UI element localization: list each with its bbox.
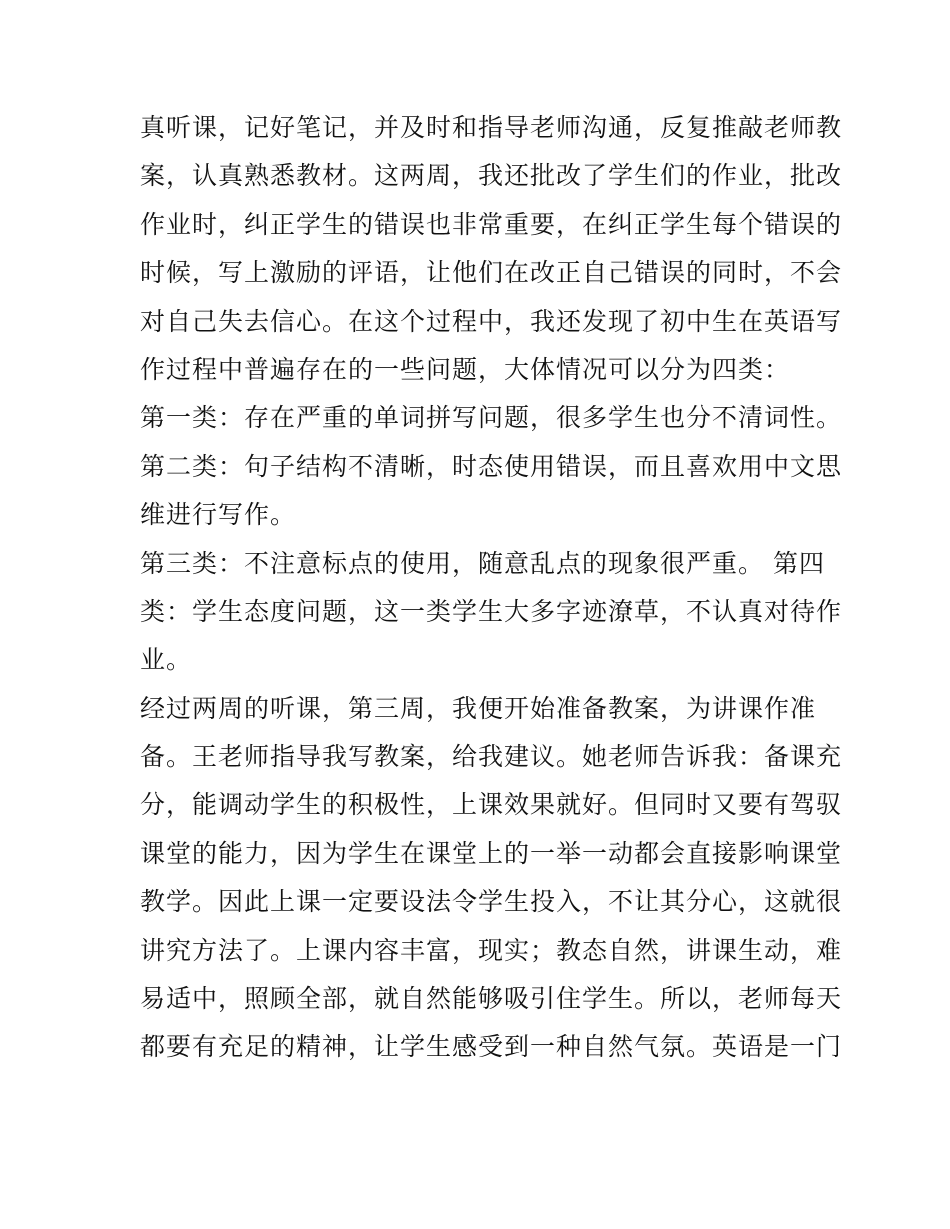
text-line: 都要有充足的精神，让学生感受到一种自然气氛。英语是一门 (140, 1032, 843, 1062)
text-line: 第二类：句子结构不清晰，时态使用错误，而且喜欢用中文思 (140, 451, 843, 481)
text-line: 第三类：不注意标点的使用，随意乱点的现象很严重。 第四 (140, 548, 825, 578)
text-line: 易适中，照顾全部，就自然能够吸引住学生。所以，老师每天 (140, 984, 843, 1014)
text-line: 教学。因此上课一定要设法令学生投入，不让其分心，这就很 (140, 887, 843, 917)
text-line: 作业时，纠正学生的错误也非常重要，在纠正学生每个错误的 (140, 209, 843, 239)
text-line: 真听课，记好笔记，并及时和指导老师沟通，反复推敲老师教 (140, 113, 843, 142)
body-text (140, 104, 843, 1072)
text-line: 业。 (140, 645, 193, 675)
text-line: 分，能调动学生的积极性，上课效果就好。但同时又要有驾驭 (140, 790, 843, 820)
text-line: 类：学生态度问题，这一类学生大多字迹潦草，不认真对待作 (140, 596, 843, 626)
text-line: 维进行写作。 (140, 500, 297, 530)
text-line: 时候，写上激励的评语，让他们在改正自己错误的同时，不会 (140, 258, 843, 288)
text-line: 第一类：存在严重的单词拼写问题，很多学生也分不清词性。 (140, 403, 843, 433)
text-line: 对自己失去信心。在这个过程中，我还发现了初中生在英语写 (140, 306, 843, 336)
text-line: 备。王老师指导我写教案，给我建议。她老师告诉我：备课充 (140, 742, 843, 772)
text-line: 课堂的能力，因为学生在课堂上的一举一动都会直接影响课堂 (140, 838, 843, 868)
text-line: 案，认真熟悉教材。这两周，我还批改了学生们的作业，批改 (140, 161, 843, 191)
text-line: 作过程中普遍存在的一些问题，大体情况可以分为四类： (140, 354, 791, 384)
text-line: 讲究方法了。上课内容丰富，现实；教态自然，讲课生动，难 (140, 935, 843, 965)
text-line: 经过两周的听课，第三周，我便开始准备教案，为讲课作准 (140, 693, 817, 723)
